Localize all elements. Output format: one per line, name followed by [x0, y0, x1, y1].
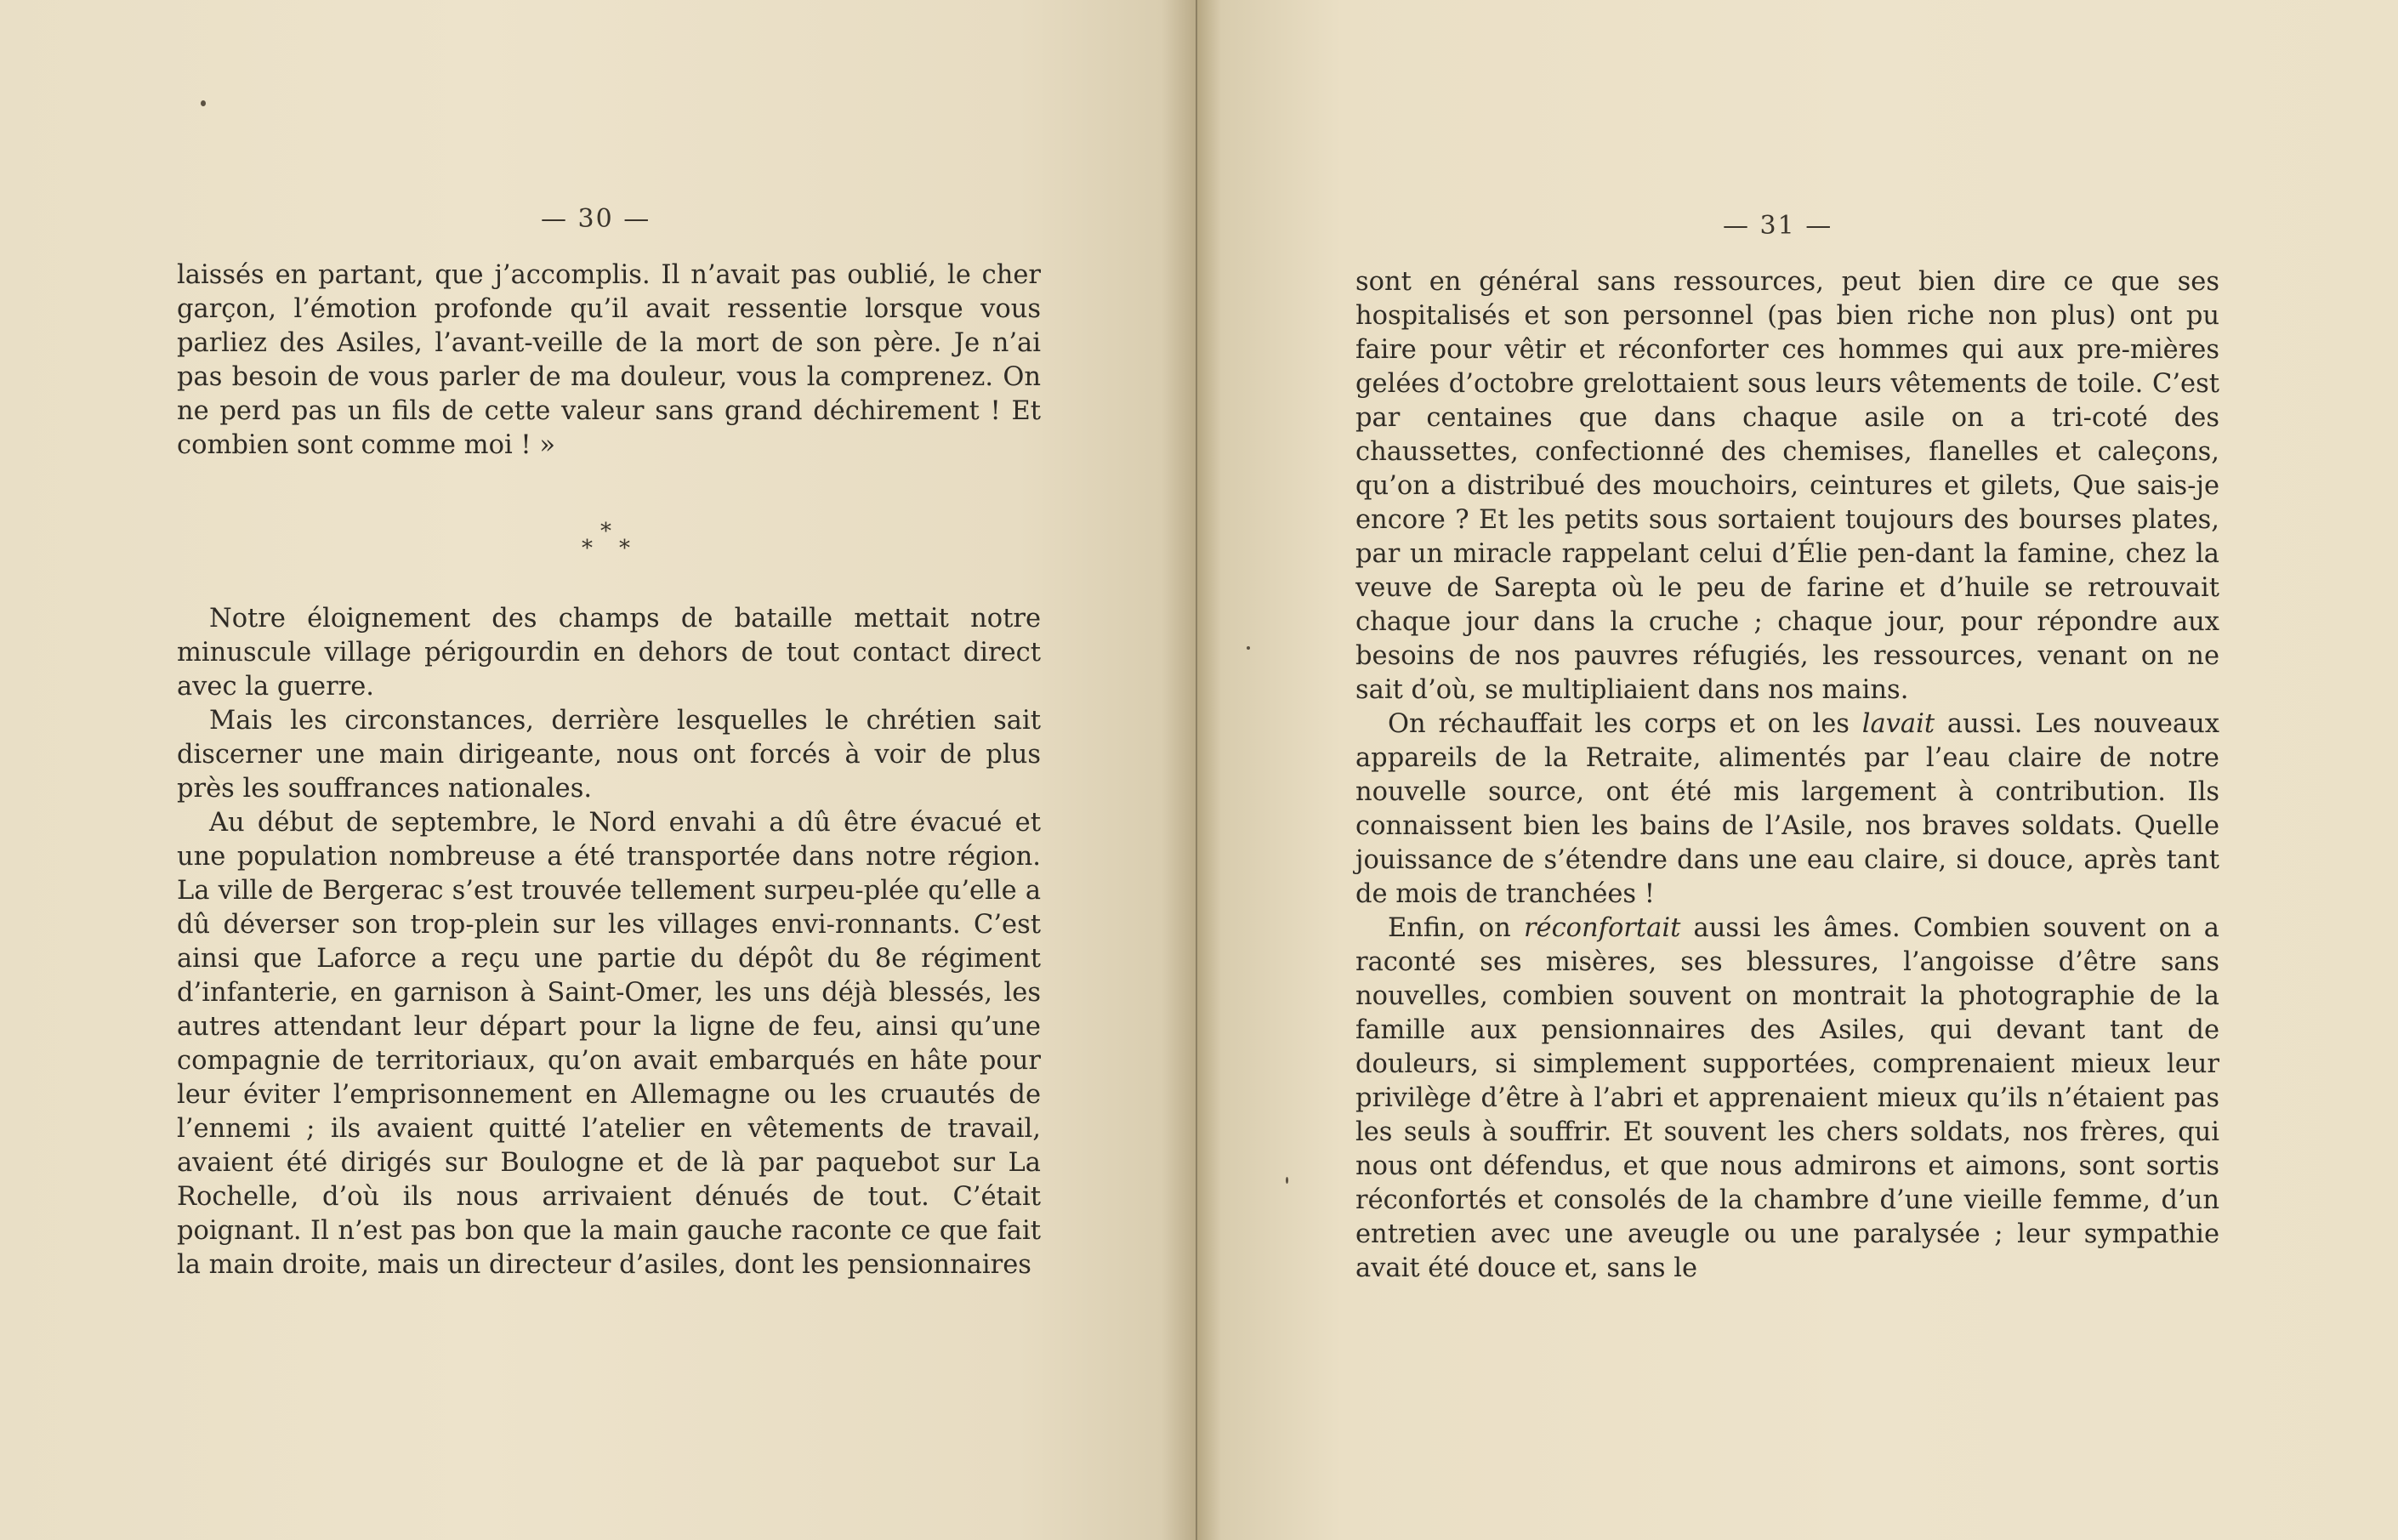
- paper-speck: [201, 100, 206, 106]
- paragraph: [1355, 707, 2219, 912]
- paragraph: Notre éloignement des champs de bataille mettait notre minuscule village périgourdin en dehors de tout contact direct avec la guerre.: [177, 604, 1041, 702]
- right-main-text: [1355, 265, 2219, 1286]
- asterism-star-right: *: [619, 536, 630, 561]
- left-page: [0, 0, 1197, 1540]
- right-page: [1197, 0, 2398, 1540]
- text-run: aussi. Les nouveaux appareils de la Retraite, alimentés par l’eau claire de notre nouvelle source, ont été mis largement à contribution. Ils connaissent bien les bains de l’Asile, nos braves soldats. Quelle jouissance de s’étendre dans une eau claire, si douce, après tant de mois de tranchées !: [1355, 709, 2219, 909]
- left-top-text: [177, 259, 1041, 463]
- text-run: On réchauffait les corps et on les: [1388, 709, 1862, 739]
- paper-speck: [1286, 1177, 1288, 1184]
- italic-word: réconfortait: [1523, 913, 1681, 943]
- italic-word: lavait: [1861, 709, 1935, 739]
- section-asterism: [570, 519, 638, 570]
- text-run: Enfin, on: [1388, 913, 1524, 943]
- text-run: aussi les âmes. Combien souvent on a raconté ses misères, ses blessures, l’angoisse d’être sans nouvelles, combien souvent on montrait la photographie de la famille aux pensionnaires des Asiles, qui devant tant de douleurs, si simplement supportées, comprenaient mieux leur privilège d’être à l’abri et apprenaient mieux qu’ils n’étaient pas les seuls à souffrir. Et souvent les chers soldats, nos frères, qui nous ont défendus, et que nous admirons et aimons, sont sortis réconfortés et consolés de la chambre d’une vieille femme, d’un entretien avec une aveugle ou une paralysée ; leur sympathie avait été douce et, sans le: [1355, 913, 2219, 1283]
- continuation-paragraph: laissés en partant, que j’accomplis. Il n’avait pas oublié, le cher garçon, l’émotion profonde qu’il avait ressentie lorsque vous parliez des Asiles, l’avant-veille de la mort de son père. Je n’ai pas besoin de vous parler de ma douleur, vous la comprenez. On ne perd pas un fils de cette valeur sans grand déchirement ! Et combien sont comme moi ! »: [177, 260, 1041, 460]
- paragraph: Mais les circonstances, derrière lesquelles le chrétien sait discerner une main dirigeante, nous ont forcés à voir de plus près les souffrances nationales.: [177, 706, 1041, 804]
- left-main-text: [177, 602, 1041, 1282]
- asterism-star-top: *: [600, 519, 611, 544]
- continuation-paragraph: sont en général sans ressources, peut bien dire ce que ses hospitalisés et son personnel (pas bien riche non plus) ont pu faire pour vêtir et réconforter ces hommes qui aux pre-mières gelées d’octobre grelottaient sous leurs vêtements de toile. C’est par centaines que dans chaque asile on a tri-coté des chaussettes, confectionné des chemises, flanelles et caleçons, qu’on a distribué des mouchoirs, ceintures et gilets, Que sais-je encore ? Et les petits sous sortaient toujours des bourses plates, par un miracle rappelant celui d’Élie pen-dant la famine, chez la veuve de Sarepta où le peu de farine et d’huile se retrouvait chaque jour dans la cruche ; chaque jour, pour répondre aux besoins de nos pauvres réfugiés, les ressources, venant on ne sait d’où, se multipliaient dans nos mains.: [1355, 267, 2219, 705]
- asterism-star-left: *: [582, 536, 593, 561]
- paper-speck: [1247, 646, 1250, 650]
- paragraph: [1355, 912, 2219, 1286]
- page-number-right: — 31 —: [1723, 211, 1833, 241]
- page-number-left: — 30 —: [541, 204, 651, 234]
- paragraph: Au début de septembre, le Nord envahi a dû être évacué et une population nombreuse a été transportée dans notre région. La ville de Bergerac s’est trouvée tellement surpeu-plée qu’elle a dû déverser son trop-plein sur les villages envi-ronnants. C’est ainsi que Laforce a reçu une partie du dépôt du 8e régiment d’infanterie, en garnison à Saint-Omer, les uns déjà blessés, les autres attendant leur départ pour la ligne de feu, ainsi qu’une compagnie de territoriaux, qu’on avait embarqués en hâte pour leur éviter l’emprisonnement en Allemagne ou les cruautés de l’ennemi ; ils avaient quitté l’atelier en vêtements de travail, avaient été dirigés sur Boulogne et de là par paquebot sur La Rochelle, d’où ils nous arrivaient dénués de tout. C’était poignant. Il n’est pas bon que la main gauche raconte ce que fait la main droite, mais un directeur d’asiles, dont les pensionnaires: [177, 808, 1041, 1280]
